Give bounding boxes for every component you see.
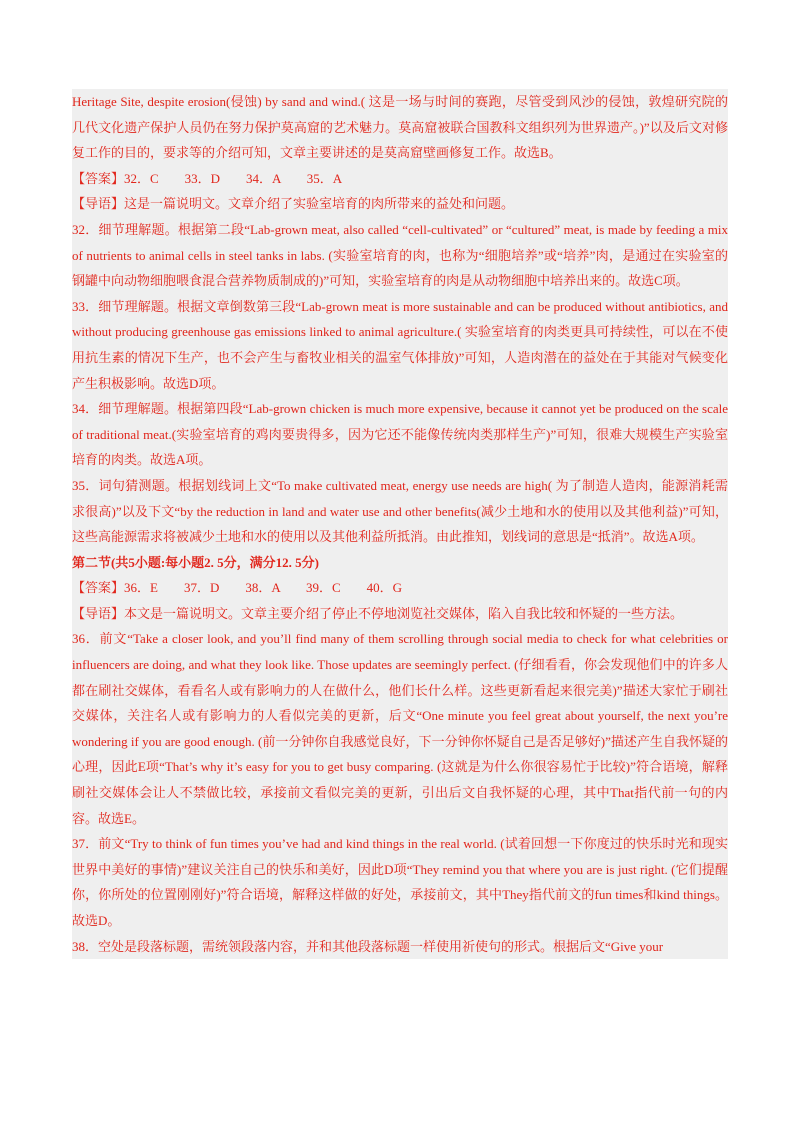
explanation-36: 36．前文“Take a closer look, and you’ll find many of them scrolling through social media to check for what celebrities or influencers are doing, and what they look like. Those updates are seemingly perfect. (仔细看看，你会发现他们中的许多人都在刷社交媒体，看看名人或有影响力的人在做什么，他们长什么样。这些更新看起来很完美)”描述大家忙于刷社交媒体，关注名人或有影响力的人看似完美的更新，后文“One minute you feel great about yourself, the next you’re wondering if you are good enough. (前一分钟你自我感觉良好，下一分钟你怀疑自己是否足够好)”描述产生自我怀疑的心理，因此E项“That’s why it’s easy for you to get busy comparing. (这就是为什么你很容易忙于比较)”符合语境，解释刷社交媒体会让人不禁做比较，承接前文看似完美的更新，引出后文自我怀疑的心理，其中That指代前一句的内容。故选E。 [72, 631, 728, 826]
explanation-34: 34．细节理解题。根据第四段“Lab-grown chicken is much more expensive, because it cannot yet be produced on the scale of traditional meat.(实验室培育的鸡肉要贵得多，因为它还不能像传统肉类那样生产)”可知，很难大规模生产实验室培育的肉类。故选A项。 [72, 401, 728, 468]
explanation-38: 38．空处是段落标题，需统领段落内容，并和其他段落标题一样使用祈使句的形式。根据后文“Give your [72, 938, 664, 954]
explanation-33: 33．细节理解题。根据文章倒数第三段“Lab-grown meat is more sustainable and can be produced without antibiotics, and without producing greenhouse gas emissions linked to animal agriculture.( 实验室培育的肉类更具可持续性，可以在不使用抗生素的情况下生产，也不会产生与畜牧业相关的温室气体排放)”可知，人造肉潜在的益处在于其能对气候变化产生积极影响。故选D项。 [72, 298, 728, 391]
answer-key-32-35: 【答案】32．C 33．D 34．A 35．A [72, 170, 343, 186]
paragraph-heritage-conclusion: Heritage Site, despite erosion(侵蚀) by sand and wind.( 这是一场与时间的赛跑，尽管受到风沙的侵蚀，敦煌研究院的几代文化遗产保护人员仍在努力保护莫高窟的艺术魅力。莫高窟被联合国教科文组织列为世界遗产。)”以及后文对修复工作的目的，要求等的介绍可知，文章主要讲述的是莫高窟壁画修复工作。故选B。 [72, 94, 728, 161]
answer-explanation-block [72, 89, 728, 959]
answer-key-36-40: 【答案】36．E 37．D 38．A 39．C 40．G [72, 580, 403, 596]
explanation-32: 32．细节理解题。根据第二段“Lab-grown meat, also called “cell-cultivated” or “cultured” meat, is made by feeding a mix of nutrients to animal cells in steel tanks in labs. (实验室培育的肉，也称为“细胞培养”或“培养”肉，是通过在实验室的钢罐中向动物细胞喂食混合营养物质制成的)”可知，实验室培育的肉是从动物细胞中培养出来的。故选C项。 [72, 221, 728, 289]
explanation-35: 35．词句猜测题。根据划线词上文“To make cultivated meat, energy use needs are high( 为了制造人造肉，能源消耗需求很高)”以及下文“by the reduction in land and water use and other benefits(减少土地和水的使用以及其他利益)”可知，这些高能源需求将被减少土地和水的使用以及其他利益所抵消。由此推知，划线词的意思是“抵消”。故选A项。 [72, 477, 728, 545]
intro-passage-36-40: 【导语】本文是一篇说明文。文章主要介绍了停止不停地浏览社交媒体，陷入自我比较和怀疑的一些方法。 [72, 605, 684, 621]
section-two-heading: 第二节(共5小题:每小题2. 5分，满分12. 5分) [72, 554, 319, 570]
explanation-37: 37．前文“Try to think of fun times you’ve had and kind things in the real world. (试着回想一下你度过的快乐时光和现实世界中美好的事情)”建议关注自己的快乐和美好，因此D项“They remind you that where you are is just right. (它们提醒你，你所处的位置刚刚好)”符合语境，解释这样做的好处，承接前文，其中They指代前文的fun times和kind things。故选D。 [72, 836, 728, 928]
intro-passage-32-35: 【导语】这是一篇说明文。文章介绍了实验室培育的肉所带来的益处和问题。 [72, 196, 515, 212]
